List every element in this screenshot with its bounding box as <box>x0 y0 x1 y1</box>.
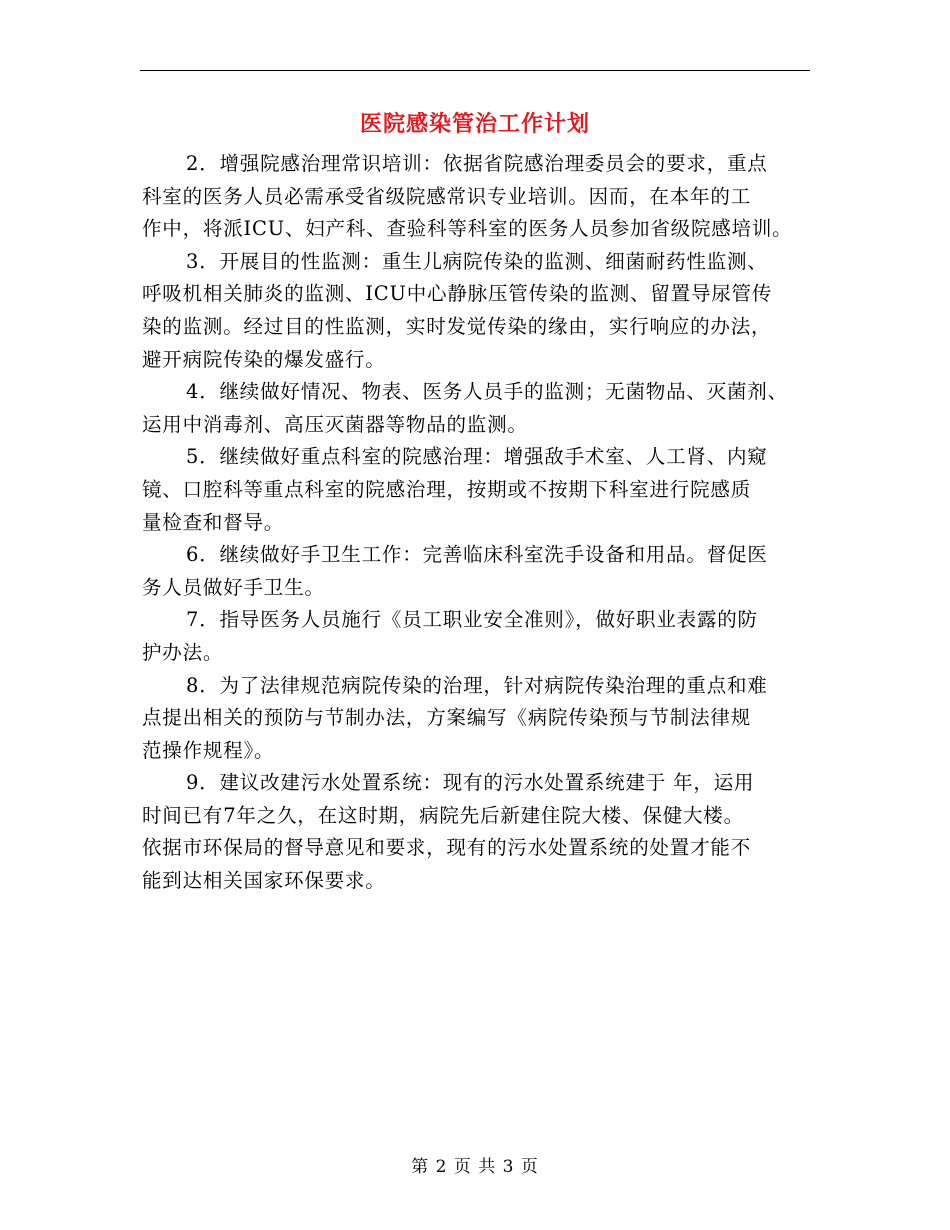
header-rule <box>140 70 810 71</box>
paragraph-line: 科室的医务人员必需承受省级院感常识专业培训。因而，在本年的工 <box>142 184 752 208</box>
paragraph-line: 7．指导医务人员施行《员工职业安全准则》，做好职业表露的防 <box>186 608 758 632</box>
document-title: 医院感染管治工作计划 <box>359 111 590 137</box>
paragraph-line: 能到达相关国家环保要求。 <box>142 869 386 893</box>
page-number-footer: 第 2 页 共 3 页 <box>411 1157 539 1177</box>
paragraph-line: 依据市环保局的督导意见和要求，现有的污水处置系统的处置才能不 <box>142 836 752 860</box>
paragraph-line: 运用中消毒剂、高压灭菌器等物品的监测。 <box>142 412 528 436</box>
paragraph-line: 点提出相关的预防与节制办法，方案编写《病院传染预与节制法律规 <box>142 706 752 730</box>
paragraph-line: 量检查和督导。 <box>142 510 285 534</box>
paragraph-line: 8．为了法律规范病院传染的治理，针对病院传染治理的重点和难 <box>186 673 768 697</box>
paragraph-item-3 <box>142 246 822 376</box>
paragraph-item-5 <box>142 441 822 539</box>
paragraph-item-6 <box>142 539 822 604</box>
paragraph-line: 6．继续做好手卫生工作：完善临床科室洗手设备和用品。督促医 <box>186 543 768 567</box>
paragraph-line: 9．建议改建污水处置系统：现有的污水处置系统建于 年，运用 <box>186 771 755 795</box>
paragraph-item-4 <box>142 376 822 441</box>
paragraph-line: 呼吸机相关肺炎的监测、ICU中心静脉压管传染的监测、留置导尿管传 <box>142 282 773 306</box>
paragraph-line: 务人员做好手卫生。 <box>142 575 325 599</box>
paragraph-line: 镜、口腔科等重点科室的院感治理，按期或不按期下科室进行院感质 <box>142 477 752 501</box>
document-body <box>142 148 822 898</box>
paragraph-line: 护办法。 <box>142 640 224 664</box>
paragraph-line: 4．继续做好情况、物表、医务人员手的监测；无菌物品、灭菌剂、 <box>186 380 788 404</box>
paragraph-line: 避开病院传染的爆发盛行。 <box>142 347 386 371</box>
paragraph-line: 时间已有7年之久，在这时期，病院先后新建住院大楼、保健大楼。 <box>142 803 744 827</box>
paragraph-item-2 <box>142 148 822 246</box>
paragraph-item-8 <box>142 670 822 768</box>
paragraph-line: 作中，将派ICU、妇产科、查验科等科室的医务人员参加省级院感培训。 <box>142 217 793 241</box>
paragraph-line: 范操作规程》。 <box>142 738 275 762</box>
paragraph-line: 2．增强院感治理常识培训：依据省院感治理委员会的要求，重点 <box>186 152 768 175</box>
paragraph-item-9 <box>142 767 822 897</box>
paragraph-line: 5．继续做好重点科室的院感治理：增强敌手术室、人工肾、内窥 <box>186 445 768 469</box>
paragraph-item-7 <box>142 604 822 669</box>
paragraph-line: 3．开展目的性监测：重生儿病院传染的监测、细菌耐药性监测、 <box>186 249 768 273</box>
paragraph-line: 染的监测。经过目的性监测，实时发觉传染的缘由，实行响应的办法， <box>142 314 772 338</box>
